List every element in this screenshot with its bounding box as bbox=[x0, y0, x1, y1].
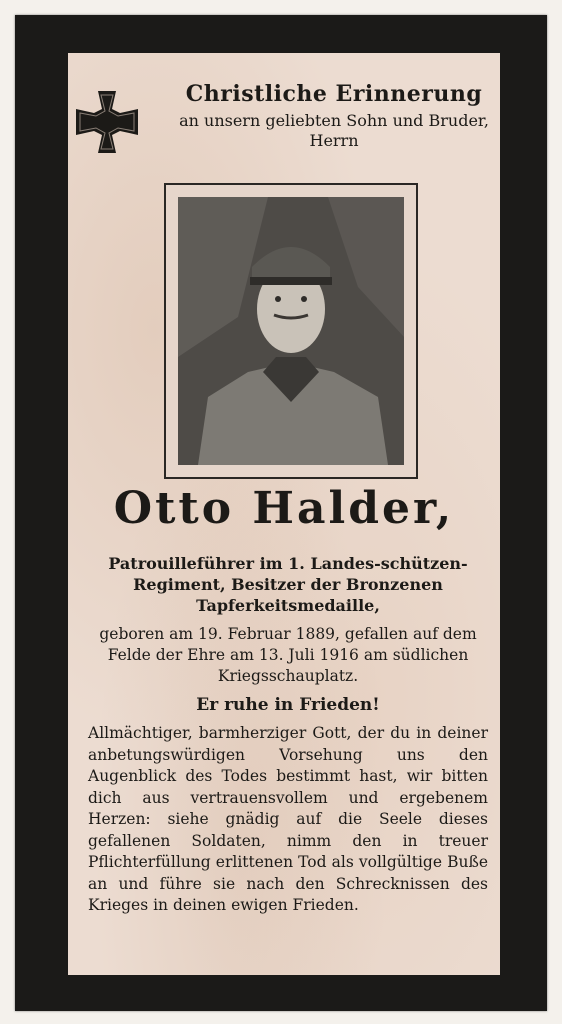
soldier-portrait-photo bbox=[178, 197, 404, 465]
soldier-portrait-image bbox=[178, 197, 404, 465]
card-title: Christliche Erinnerung bbox=[185, 81, 483, 107]
deceased-name: Otto Halder, bbox=[113, 483, 455, 534]
memorial-card bbox=[15, 15, 547, 1011]
life-dates: geboren am 19. Februar 1889, gefallen auf dem Felde der Ehre am 13. Juli 1916 am südlichen Kriegsschauplatz. bbox=[99, 625, 477, 685]
card-body bbox=[88, 553, 488, 917]
card-heading bbox=[168, 81, 500, 151]
iron-cross-icon bbox=[74, 89, 140, 155]
card-subtitle: an unsern geliebten Sohn und Bruder, Herrn bbox=[179, 111, 489, 150]
rank-description: Patrouilleführer im 1. Landes-schützen-Regiment, Besitzer der Bronzenen Tapferkeitsmedaille, bbox=[108, 554, 468, 615]
card-paper bbox=[68, 53, 500, 975]
prayer-text: Allmächtiger, barmherziger Gott, der du in deiner anbetungswürdigen Vorsehung uns den Augenblick des Todes bestimmt hast, wir bitten dich aus vertrauensvollem und ergebenem Herzen: siehe gnädig auf die Seele dieses gefallenen Soldaten, nimm den in treuer Pflichterfüllung erlittenen Tod als vollgültige Buße an und führe sie nach den Schrecknissen des Krieges in deinen ewigen Frieden. bbox=[88, 724, 488, 914]
portrait-frame bbox=[164, 183, 418, 479]
blessing-line: Er ruhe in Frieden! bbox=[196, 695, 380, 715]
